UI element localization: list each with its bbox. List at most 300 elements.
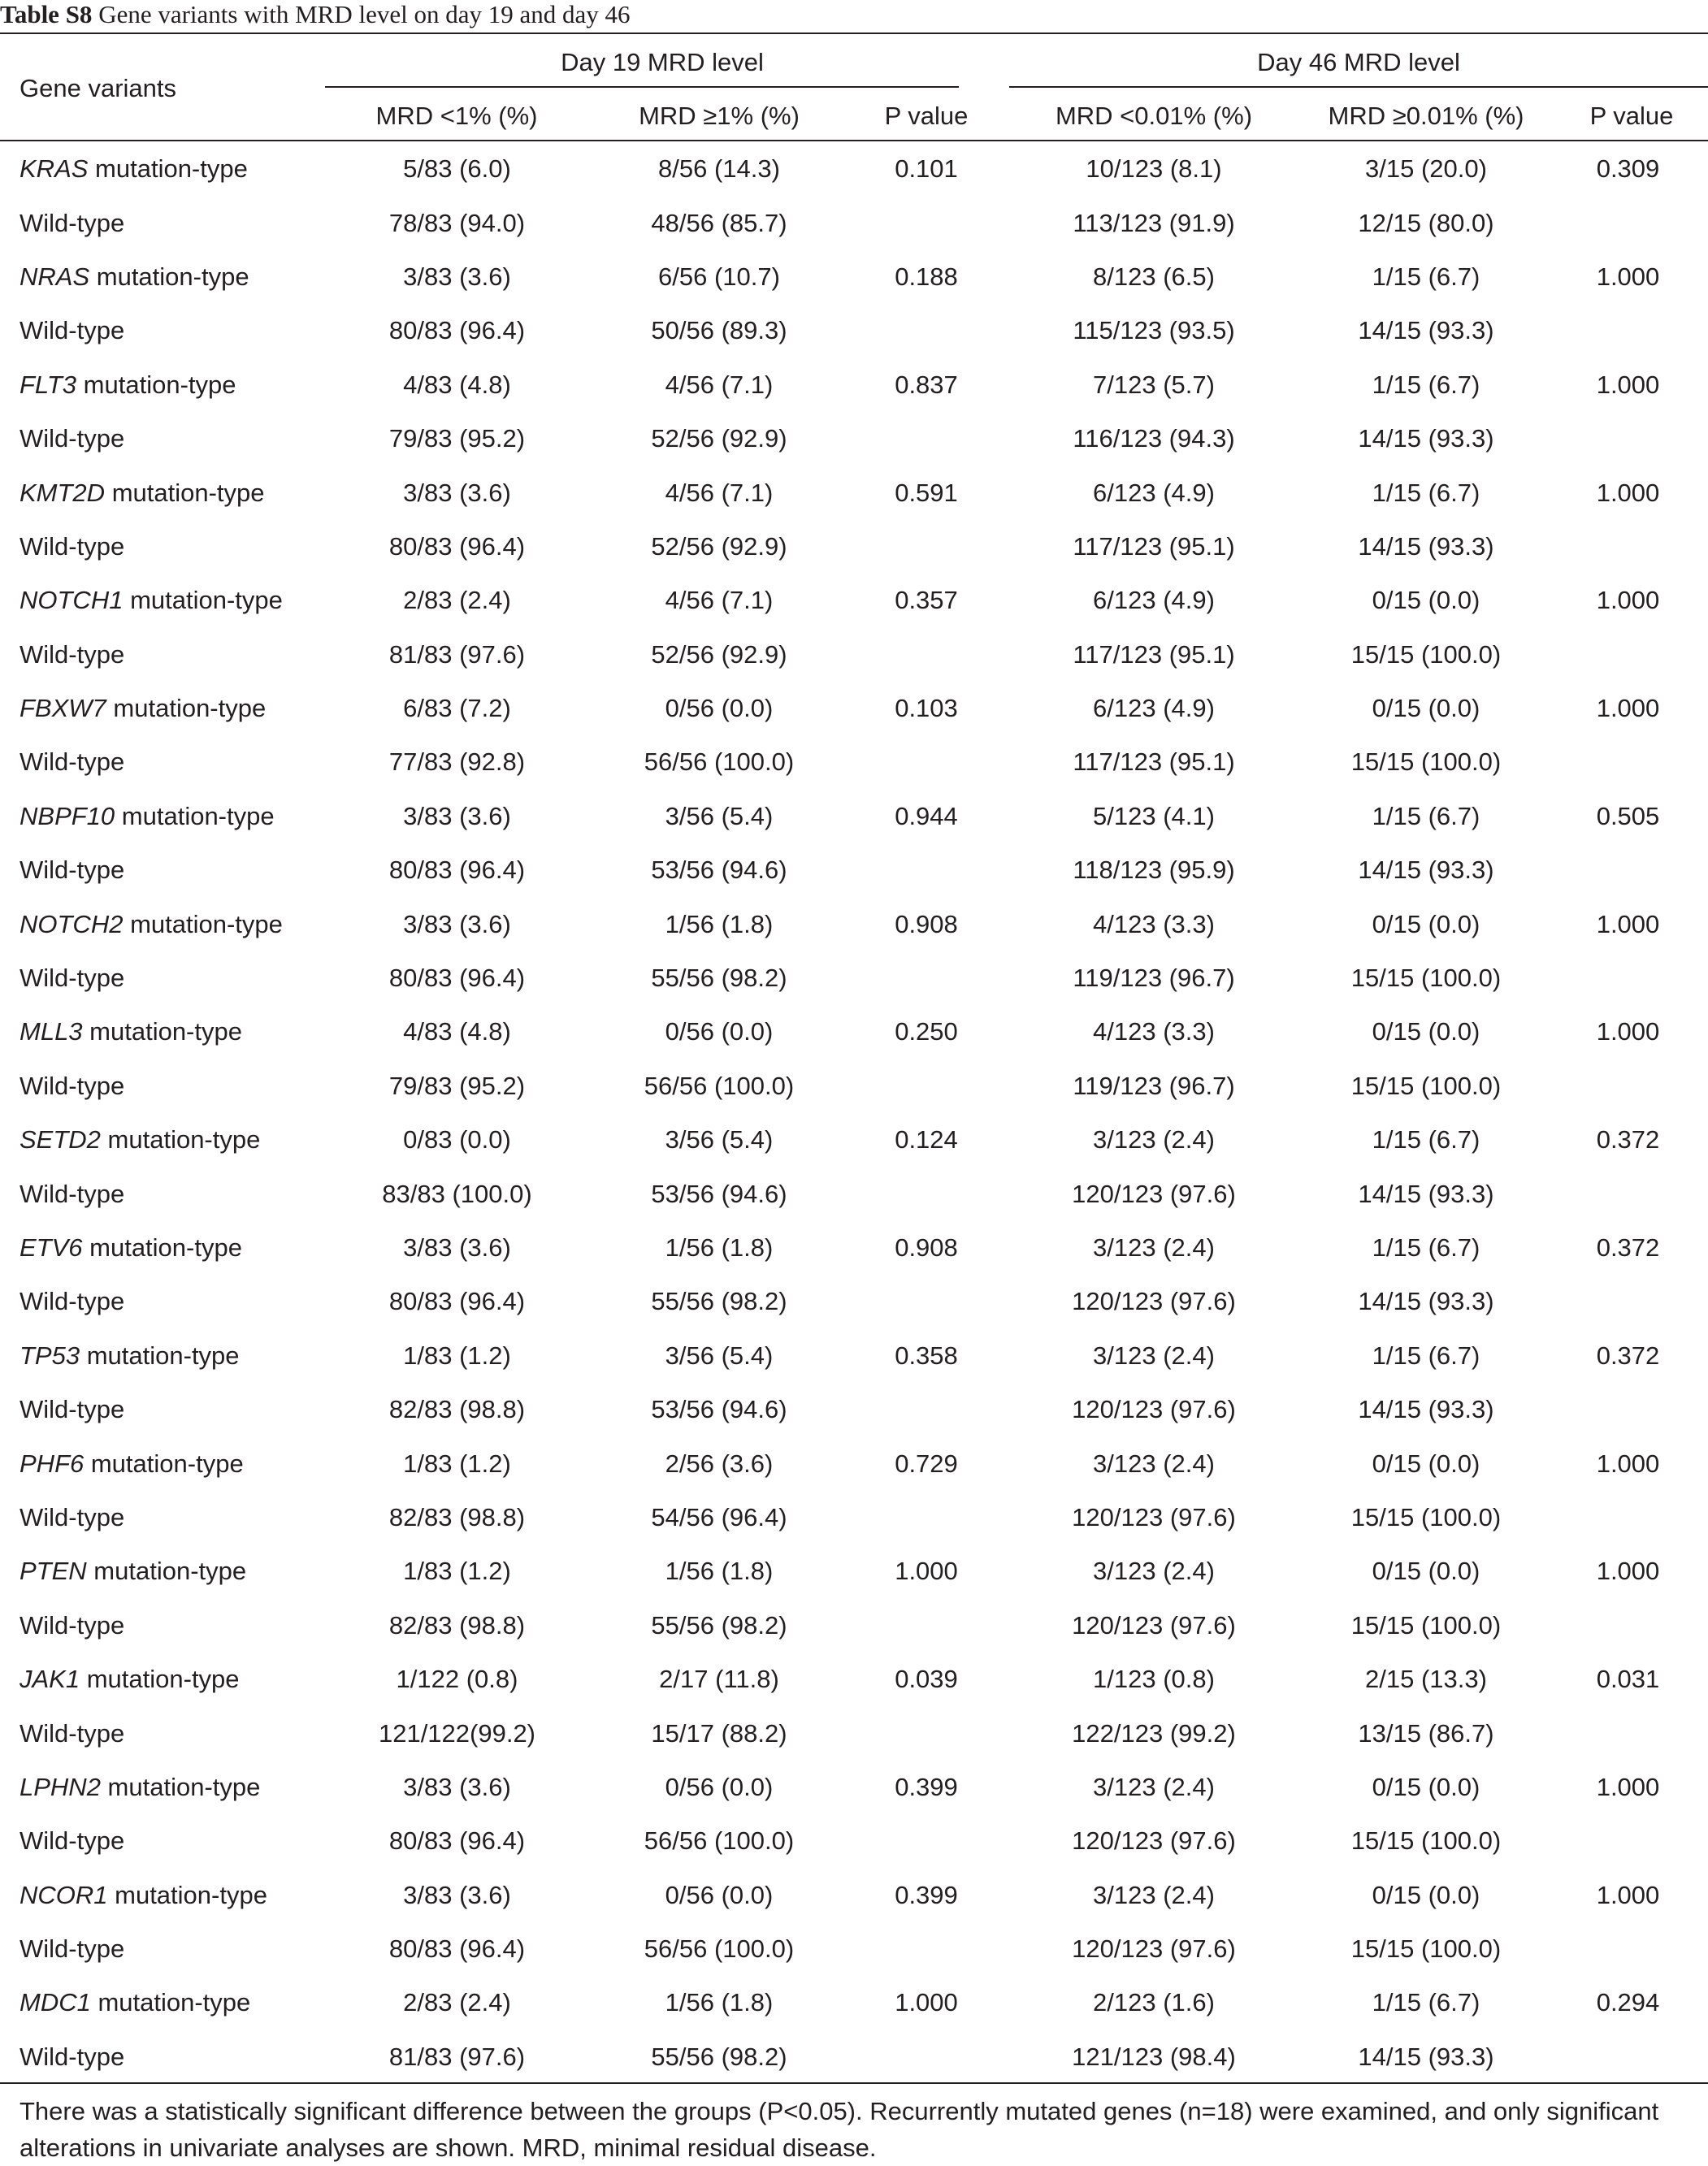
value-cell: 8/56 (14.3)	[658, 154, 780, 184]
bottom-rule	[0, 2082, 1708, 2084]
value-cell: 15/17 (88.2)	[651, 1718, 787, 1748]
value-cell	[1548, 1167, 1708, 1220]
value-cell: 0/15 (0.0)	[1372, 1449, 1480, 1478]
value-cell: 0.103	[895, 694, 958, 723]
value-cell: 7/123 (5.7)	[1093, 370, 1215, 399]
value-cell: 0.399	[895, 1880, 958, 1909]
gene-name: NRAS	[20, 262, 90, 291]
value-cell: 0/15 (0.0)	[1372, 1557, 1480, 1586]
value-cell: 0/56 (0.0)	[665, 1772, 774, 1801]
value-cell: 6/83 (7.2)	[403, 694, 511, 723]
table-row	[0, 2030, 1708, 2084]
value-cell: 5/123 (4.1)	[1093, 801, 1215, 830]
value-cell: 55/56 (98.2)	[651, 1287, 787, 1316]
table-row	[0, 574, 1708, 627]
gene-variant-cell	[0, 1491, 325, 1544]
value-cell: 0/56 (0.0)	[665, 694, 774, 723]
header-col-mrd-lt001: MRD <0.01% (%)	[1055, 102, 1253, 130]
value-cell: 1/122 (0.8)	[396, 1665, 518, 1694]
value-cell	[1548, 304, 1708, 357]
value-cell: 2/17 (11.8)	[659, 1665, 779, 1694]
value-cell	[849, 1167, 1004, 1220]
value-cell: 14/15 (93.3)	[1358, 1395, 1494, 1424]
value-cell: 0.399	[895, 1772, 958, 1801]
value-cell: 0/15 (0.0)	[1372, 1772, 1480, 1801]
gene-name: ETV6	[20, 1233, 83, 1262]
gene-name: NCOR1	[20, 1880, 108, 1909]
value-cell: 48/56 (85.7)	[651, 208, 787, 237]
variant-type: mutation-type	[89, 262, 249, 291]
value-cell: 3/56 (5.4)	[665, 801, 774, 830]
gene-variant-cell	[0, 1221, 325, 1275]
value-cell: 54/56 (96.4)	[651, 1502, 787, 1531]
value-cell	[1548, 1706, 1708, 1760]
variant-type: Wild-type	[20, 1502, 125, 1531]
value-cell: 14/15 (93.3)	[1358, 1179, 1494, 1208]
table-row	[0, 1113, 1708, 1167]
table-row	[0, 1599, 1708, 1653]
value-cell: 1/15 (6.7)	[1372, 801, 1480, 830]
value-cell	[849, 628, 1004, 682]
value-cell: 15/15 (100.0)	[1350, 1610, 1502, 1640]
value-cell: 15/15 (100.0)	[1350, 1934, 1502, 1964]
gene-variant-cell	[0, 897, 325, 951]
variant-type: Wild-type	[20, 1718, 125, 1748]
gene-name: KRAS	[20, 154, 89, 184]
data-table	[0, 142, 1708, 2084]
value-cell: 82/83 (98.8)	[388, 1502, 526, 1531]
gene-variant-cell	[0, 1869, 325, 1922]
value-cell: 2/83 (2.4)	[403, 586, 511, 615]
value-cell: 1/83 (1.2)	[403, 1557, 511, 1586]
value-cell: 3/56 (5.4)	[665, 1125, 774, 1154]
value-cell: 3/123 (2.4)	[1093, 1880, 1215, 1909]
value-cell: 120/123 (97.6)	[1072, 1934, 1236, 1964]
value-cell: 1/56 (1.8)	[665, 909, 774, 938]
value-cell: 0/15 (0.0)	[1372, 909, 1480, 938]
gene-variant-cell	[0, 1761, 325, 1814]
gene-name: NBPF10	[20, 801, 115, 830]
gene-name: JAK1	[20, 1665, 80, 1694]
value-cell: 0/15 (0.0)	[1372, 694, 1480, 723]
variant-type: mutation-type	[105, 478, 265, 507]
value-cell	[849, 196, 1004, 249]
table-row	[0, 1275, 1708, 1328]
value-cell: 120/123 (97.6)	[1072, 1395, 1236, 1424]
value-cell: 1.000	[1596, 694, 1660, 723]
value-cell	[849, 1491, 1004, 1544]
variant-type: mutation-type	[100, 1772, 261, 1801]
value-cell: 2/15 (13.3)	[1365, 1665, 1487, 1694]
gene-variant-cell	[0, 250, 325, 304]
value-cell: 5/83 (6.0)	[403, 154, 511, 184]
value-cell: 115/123 (93.5)	[1073, 316, 1235, 345]
value-cell	[1548, 412, 1708, 466]
value-cell: 1.000	[1596, 478, 1660, 507]
value-cell	[1548, 735, 1708, 789]
value-cell: 81/83 (97.6)	[388, 2042, 526, 2071]
value-cell	[849, 412, 1004, 466]
value-cell: 1/123 (0.8)	[1093, 1665, 1215, 1694]
value-cell: 1.000	[1596, 1017, 1660, 1046]
value-cell: 3/123 (2.4)	[1093, 1341, 1215, 1370]
table-row	[0, 628, 1708, 682]
value-cell: 6/56 (10.7)	[658, 262, 780, 291]
value-cell	[849, 1599, 1004, 1653]
value-cell	[1548, 2030, 1708, 2084]
value-cell	[1548, 1922, 1708, 1976]
table-row	[0, 1761, 1708, 1814]
table-row	[0, 843, 1708, 897]
value-cell: 56/56 (100.0)	[644, 1934, 795, 1964]
value-cell: 117/123 (95.1)	[1073, 747, 1235, 777]
value-cell	[1548, 1059, 1708, 1113]
gene-variant-cell	[0, 1653, 325, 1706]
value-cell: 3/123 (2.4)	[1093, 1125, 1215, 1154]
value-cell: 14/15 (93.3)	[1358, 1287, 1494, 1316]
value-cell: 1.000	[895, 1557, 958, 1586]
table-caption	[0, 0, 631, 29]
value-cell: 15/15 (100.0)	[1350, 639, 1502, 669]
gene-name: PTEN	[20, 1557, 87, 1586]
value-cell	[849, 951, 1004, 1005]
value-cell: 3/83 (3.6)	[403, 1233, 511, 1262]
value-cell: 0.505	[1596, 801, 1660, 830]
value-cell: 1/15 (6.7)	[1372, 1125, 1480, 1154]
value-cell: 8/123 (6.5)	[1093, 262, 1215, 291]
value-cell: 80/83 (96.4)	[388, 1826, 526, 1856]
value-cell: 0.294	[1596, 1988, 1660, 2017]
variant-type: mutation-type	[80, 1665, 240, 1694]
value-cell: 13/15 (86.7)	[1358, 1718, 1494, 1748]
value-cell: 0/15 (0.0)	[1372, 586, 1480, 615]
value-cell: 56/56 (100.0)	[644, 1071, 795, 1100]
value-cell	[1548, 520, 1708, 574]
value-cell: 80/83 (96.4)	[388, 964, 526, 993]
value-cell: 3/15 (20.0)	[1365, 154, 1487, 184]
value-cell: 1.000	[895, 1988, 958, 2017]
value-cell: 3/83 (3.6)	[403, 1772, 511, 1801]
gene-variant-cell	[0, 1059, 325, 1113]
value-cell: 0.124	[895, 1125, 958, 1154]
value-cell	[1548, 196, 1708, 249]
value-cell: 120/123 (97.6)	[1072, 1826, 1236, 1856]
value-cell: 1.000	[1596, 909, 1660, 938]
value-cell: 55/56 (98.2)	[651, 1610, 787, 1640]
value-cell: 14/15 (93.3)	[1358, 2042, 1494, 2071]
value-cell	[849, 1922, 1004, 1976]
value-cell: 0.031	[1596, 1665, 1660, 1694]
value-cell	[849, 843, 1004, 897]
value-cell: 6/123 (4.9)	[1093, 478, 1215, 507]
table-row	[0, 304, 1708, 357]
value-cell: 80/83 (96.4)	[388, 531, 526, 561]
gene-name: PHF6	[20, 1449, 85, 1478]
table-row	[0, 1491, 1708, 1544]
variant-type: Wild-type	[20, 208, 125, 237]
value-cell	[1548, 843, 1708, 897]
value-cell	[1548, 1275, 1708, 1328]
gene-name: FLT3	[20, 370, 77, 399]
value-cell: 3/123 (2.4)	[1093, 1772, 1215, 1801]
value-cell	[1548, 1383, 1708, 1436]
value-cell: 120/123 (97.6)	[1072, 1502, 1236, 1531]
top-rule	[0, 32, 1708, 34]
value-cell: 1.000	[1596, 262, 1660, 291]
gene-name: MLL3	[20, 1017, 83, 1046]
value-cell: 120/123 (97.6)	[1072, 1287, 1236, 1316]
value-cell: 14/15 (93.3)	[1358, 424, 1494, 453]
variant-type: mutation-type	[123, 586, 283, 615]
value-cell: 0.039	[895, 1665, 958, 1694]
gene-variant-cell	[0, 2030, 325, 2084]
table-row	[0, 1544, 1708, 1598]
table-row	[0, 790, 1708, 843]
value-cell: 80/83 (96.4)	[388, 1934, 526, 1964]
value-cell: 117/123 (95.1)	[1073, 639, 1235, 669]
value-cell: 116/123 (94.3)	[1073, 424, 1235, 453]
variant-type: Wild-type	[20, 2042, 125, 2071]
table-title: Gene variants with MRD level on day 19 and day 46	[98, 0, 631, 28]
gene-name: MDC1	[20, 1988, 91, 2017]
gene-variant-cell	[0, 196, 325, 249]
table-row	[0, 466, 1708, 519]
value-cell	[849, 1814, 1004, 1868]
gene-variant-cell	[0, 1275, 325, 1328]
variant-type: mutation-type	[88, 154, 248, 184]
value-cell: 0.101	[895, 154, 958, 184]
value-cell: 0.729	[895, 1449, 958, 1478]
header-day46-group: Day 46 MRD level	[1257, 48, 1460, 76]
variant-type: Wild-type	[20, 1826, 125, 1856]
value-cell: 4/123 (3.3)	[1093, 1017, 1215, 1046]
table-row	[0, 142, 1708, 196]
gene-name: KMT2D	[20, 478, 106, 507]
gene-variant-cell	[0, 843, 325, 897]
variant-type: mutation-type	[84, 1449, 244, 1478]
value-cell: 52/56 (92.9)	[651, 639, 787, 669]
value-cell: 119/123 (96.7)	[1073, 964, 1235, 993]
value-cell: 3/83 (3.6)	[403, 478, 511, 507]
variant-type: Wild-type	[20, 1395, 125, 1424]
table-row	[0, 1059, 1708, 1113]
value-cell: 82/83 (98.8)	[388, 1610, 526, 1640]
table-row	[0, 520, 1708, 574]
gene-variant-cell	[0, 1976, 325, 2030]
value-cell: 1/83 (1.2)	[403, 1449, 511, 1478]
value-cell: 1/15 (6.7)	[1372, 478, 1480, 507]
table-label: Table S8	[0, 0, 93, 28]
table-row	[0, 1706, 1708, 1760]
value-cell: 56/56 (100.0)	[644, 1826, 795, 1856]
value-cell: 15/15 (100.0)	[1350, 1502, 1502, 1531]
gene-variant-cell	[0, 1167, 325, 1220]
value-cell: 0.250	[895, 1017, 958, 1046]
table-row	[0, 951, 1708, 1005]
value-cell: 0/56 (0.0)	[665, 1017, 774, 1046]
value-cell	[1548, 951, 1708, 1005]
value-cell: 79/83 (95.2)	[388, 424, 526, 453]
value-cell	[849, 1059, 1004, 1113]
value-cell: 119/123 (96.7)	[1073, 1071, 1235, 1100]
gene-variant-cell	[0, 1544, 325, 1598]
gene-variant-cell	[0, 520, 325, 574]
value-cell: 1/15 (6.7)	[1372, 262, 1480, 291]
table-row	[0, 1383, 1708, 1436]
value-cell: 0.837	[895, 370, 958, 399]
variant-type: mutation-type	[90, 1988, 251, 2017]
value-cell: 1/56 (1.8)	[665, 1233, 774, 1262]
table-row	[0, 196, 1708, 249]
table-row	[0, 1221, 1708, 1275]
value-cell: 1/15 (6.7)	[1372, 370, 1480, 399]
header-bottom-rule	[0, 140, 1708, 141]
gene-variant-cell	[0, 1436, 325, 1490]
table-row	[0, 1005, 1708, 1059]
value-cell: 53/56 (94.6)	[651, 1179, 787, 1208]
gene-variant-cell	[0, 1383, 325, 1436]
table-row	[0, 412, 1708, 466]
value-cell: 0/15 (0.0)	[1372, 1880, 1480, 1909]
value-cell	[1548, 628, 1708, 682]
variant-type: mutation-type	[115, 801, 275, 830]
value-cell: 1.000	[1596, 1449, 1660, 1478]
gene-variant-cell	[0, 951, 325, 1005]
table-row	[0, 250, 1708, 304]
value-cell: 1/83 (1.2)	[403, 1341, 511, 1370]
variant-type: mutation-type	[106, 694, 267, 723]
table-row	[0, 1976, 1708, 2030]
gene-variant-cell	[0, 412, 325, 466]
variant-type: Wild-type	[20, 1934, 125, 1964]
value-cell: 121/123 (98.4)	[1072, 2042, 1236, 2071]
value-cell: 15/15 (100.0)	[1350, 1071, 1502, 1100]
value-cell: 2/56 (3.6)	[665, 1449, 774, 1478]
gene-variant-cell	[0, 790, 325, 843]
value-cell: 0.372	[1596, 1341, 1660, 1370]
value-cell: 53/56 (94.6)	[651, 856, 787, 885]
value-cell: 121/122(99.2)	[378, 1718, 536, 1748]
value-cell: 3/83 (3.6)	[403, 262, 511, 291]
table-row	[0, 1869, 1708, 1922]
variant-type: mutation-type	[86, 1557, 247, 1586]
gene-name: LPHN2	[20, 1772, 101, 1801]
value-cell: 3/83 (3.6)	[403, 801, 511, 830]
value-cell: 118/123 (95.9)	[1073, 856, 1235, 885]
value-cell: 1.000	[1596, 370, 1660, 399]
variant-type: Wild-type	[20, 856, 125, 885]
value-cell: 80/83 (96.4)	[388, 856, 526, 885]
value-cell: 78/83 (94.0)	[388, 208, 526, 237]
gene-variant-cell	[0, 735, 325, 789]
gene-variant-cell	[0, 358, 325, 412]
value-cell: 0/56 (0.0)	[665, 1880, 774, 1909]
value-cell: 120/123 (97.6)	[1072, 1610, 1236, 1640]
value-cell	[849, 2030, 1004, 2084]
header-col-mrd-ge1: MRD ≥1% (%)	[639, 102, 800, 130]
header-col-mrd-ge001: MRD ≥0.01% (%)	[1328, 102, 1524, 130]
value-cell: 4/123 (3.3)	[1093, 909, 1215, 938]
header-col-mrd-lt1: MRD <1% (%)	[375, 102, 538, 130]
variant-type: mutation-type	[100, 1125, 261, 1154]
gene-variant-cell	[0, 304, 325, 357]
value-cell: 0/83 (0.0)	[403, 1125, 511, 1154]
value-cell: 15/15 (100.0)	[1350, 1826, 1502, 1856]
table-row	[0, 735, 1708, 789]
value-cell: 82/83 (98.8)	[388, 1395, 526, 1424]
value-cell: 0/15 (0.0)	[1372, 1017, 1480, 1046]
gene-variant-cell	[0, 1706, 325, 1760]
variant-type: Wild-type	[20, 1287, 125, 1316]
header-gene-variants: Gene variants	[20, 74, 176, 102]
variant-type: mutation-type	[82, 1017, 242, 1046]
gene-variant-cell	[0, 1599, 325, 1653]
value-cell	[1548, 1814, 1708, 1868]
value-cell: 120/123 (97.6)	[1072, 1179, 1236, 1208]
value-cell: 81/83 (97.6)	[388, 639, 526, 669]
value-cell: 2/83 (2.4)	[403, 1988, 511, 2017]
header-day19-group: Day 19 MRD level	[561, 48, 764, 76]
value-cell: 1.000	[1596, 586, 1660, 615]
value-cell: 1/15 (6.7)	[1372, 1233, 1480, 1262]
variant-type: mutation-type	[80, 1341, 240, 1370]
table-row	[0, 1436, 1708, 1490]
value-cell	[849, 735, 1004, 789]
value-cell: 3/123 (2.4)	[1093, 1233, 1215, 1262]
header-col-pvalue-day46: P value	[1589, 102, 1674, 130]
gene-variant-cell	[0, 1814, 325, 1868]
value-cell: 55/56 (98.2)	[651, 2042, 787, 2071]
value-cell: 3/123 (2.4)	[1093, 1557, 1215, 1586]
gene-variant-cell	[0, 142, 325, 196]
gene-variant-cell	[0, 466, 325, 519]
table-row	[0, 1814, 1708, 1868]
value-cell: 14/15 (93.3)	[1358, 316, 1494, 345]
value-cell: 15/15 (100.0)	[1350, 747, 1502, 777]
value-cell: 52/56 (92.9)	[651, 424, 787, 453]
value-cell: 0.357	[895, 586, 958, 615]
value-cell: 77/83 (92.8)	[388, 747, 526, 777]
value-cell: 2/123 (1.6)	[1093, 1988, 1215, 2017]
value-cell: 1/56 (1.8)	[665, 1988, 774, 2017]
value-cell: 6/123 (4.9)	[1093, 694, 1215, 723]
value-cell	[849, 304, 1004, 357]
gene-variant-cell	[0, 1922, 325, 1976]
value-cell: 3/83 (3.6)	[403, 909, 511, 938]
variant-type: Wild-type	[20, 1071, 125, 1100]
gene-variant-cell	[0, 628, 325, 682]
value-cell: 117/123 (95.1)	[1073, 531, 1235, 561]
value-cell: 1.000	[1596, 1880, 1660, 1909]
value-cell: 3/83 (3.6)	[403, 1880, 511, 1909]
gene-name: TP53	[20, 1341, 80, 1370]
variant-type: Wild-type	[20, 964, 125, 993]
value-cell: 80/83 (96.4)	[388, 1287, 526, 1316]
variant-type: Wild-type	[20, 1610, 125, 1640]
value-cell: 52/56 (92.9)	[651, 531, 787, 561]
value-cell: 53/56 (94.6)	[651, 1395, 787, 1424]
value-cell: 0.372	[1596, 1125, 1660, 1154]
variant-type: Wild-type	[20, 316, 125, 345]
value-cell: 0.908	[895, 909, 958, 938]
value-cell	[849, 1706, 1004, 1760]
variant-type: Wild-type	[20, 639, 125, 669]
variant-type: mutation-type	[82, 1233, 242, 1262]
value-cell: 55/56 (98.2)	[651, 964, 787, 993]
value-cell: 80/83 (96.4)	[388, 316, 526, 345]
value-cell: 113/123 (91.9)	[1073, 208, 1235, 237]
value-cell: 1.000	[1596, 1557, 1660, 1586]
